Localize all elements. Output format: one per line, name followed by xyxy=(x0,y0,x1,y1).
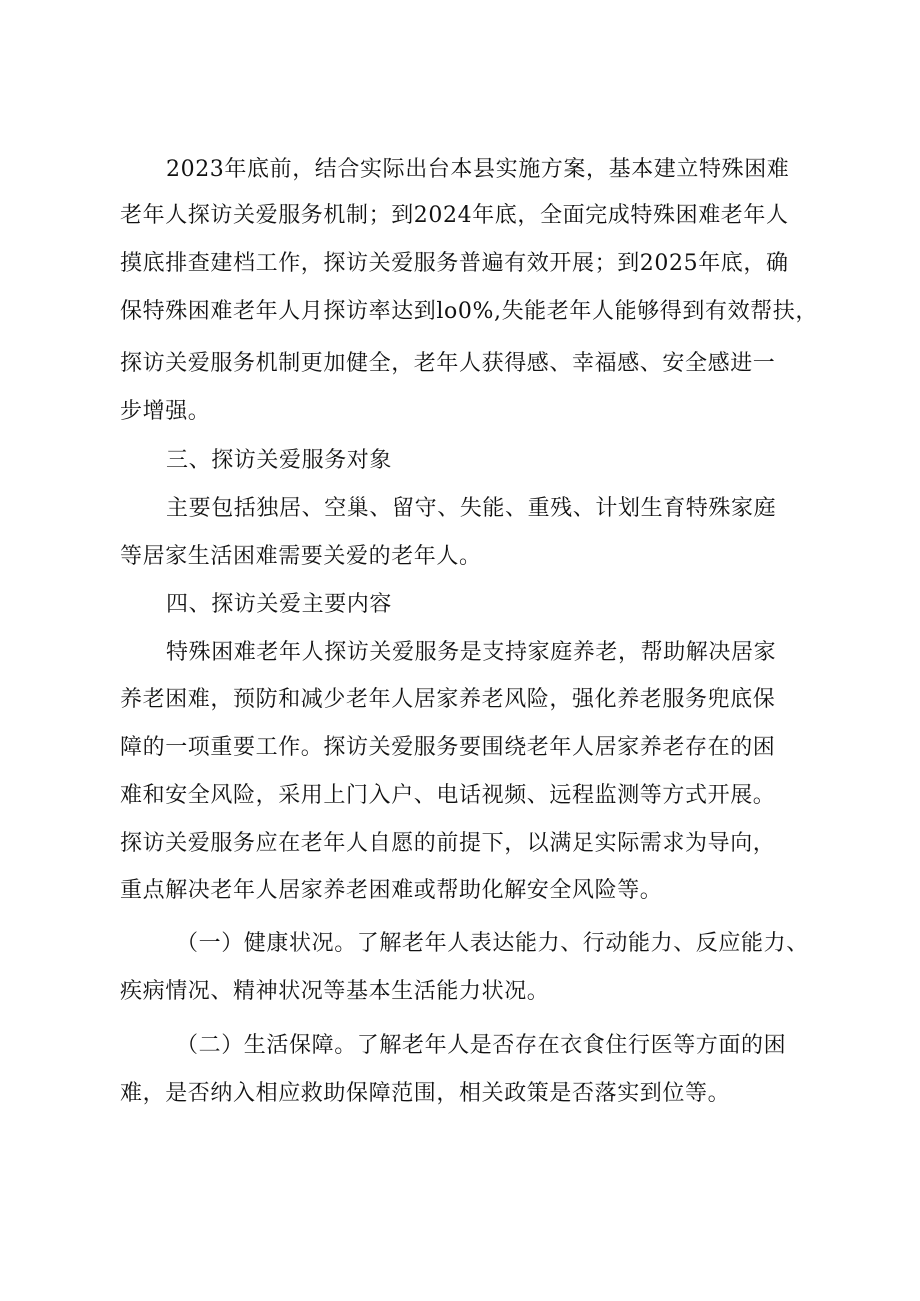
paragraph-line: （一）健康状况。了解老年人表达能力、行动能力、反应能力、 xyxy=(176,931,809,956)
paragraph-line: 步增强。 xyxy=(120,399,211,424)
paragraph-line: 探访关爱服务机制更加健全，老年人获得感、幸福感、安全感进一 xyxy=(120,351,776,376)
section-heading-content: 四、探访关爱主要内容 xyxy=(166,592,393,617)
paragraph-line: 特殊困难老年人探访关爱服务是支持家庭养老，帮助解决居家 xyxy=(166,640,777,665)
paragraph-line: 难，是否纳入相应救助保障范围，相关政策是否落实到位等。 xyxy=(120,1081,731,1106)
paragraph-line: 疾病情况、精神状况等基本生活能力状况。 xyxy=(120,979,550,1004)
paragraph-line: 障的一项重要工作。探访关爱服务要围绕老年人居家养老存在的困 xyxy=(120,735,776,760)
section-heading-targets: 三、探访关爱服务对象 xyxy=(166,448,393,473)
paragraph-line: 老年人探访关爱服务机制；到2024年底，全面完成特殊困难老年人 xyxy=(120,203,789,228)
paragraph-line: 重点解决老年人居家养老困难或帮助化解安全风险等。 xyxy=(120,878,663,903)
paragraph-line: 摸底排查建档工作，探访关爱服务普遍有效开展；到2025年底，确 xyxy=(120,251,789,276)
paragraph-line: 探访关爱服务应在老年人自愿的前提下，以满足实际需求为导向， xyxy=(120,831,776,856)
paragraph-line: 保特殊困难老年人月探访率达到lo0%,失能老年人能够得到有效帮扶， xyxy=(120,299,818,324)
paragraph-line: 2023年底前，结合实际出台本县实施方案，基本建立特殊困难 xyxy=(166,157,790,182)
paragraph-line: 等居家生活困难需要关爱的老年人。 xyxy=(120,544,482,569)
paragraph-line: 养老困难，预防和减少老年人居家养老风险，强化养老服务兜底保 xyxy=(120,687,776,712)
paragraph-line: 难和安全风险，采用上门入户、电话视频、远程监测等方式开展。 xyxy=(120,783,776,808)
paragraph-line: 主要包括独居、空巢、留守、失能、重残、计划生育特殊家庭 xyxy=(166,496,777,521)
paragraph-line: （二）生活保障。了解老年人是否存在衣食住行医等方面的困 xyxy=(176,1033,787,1058)
